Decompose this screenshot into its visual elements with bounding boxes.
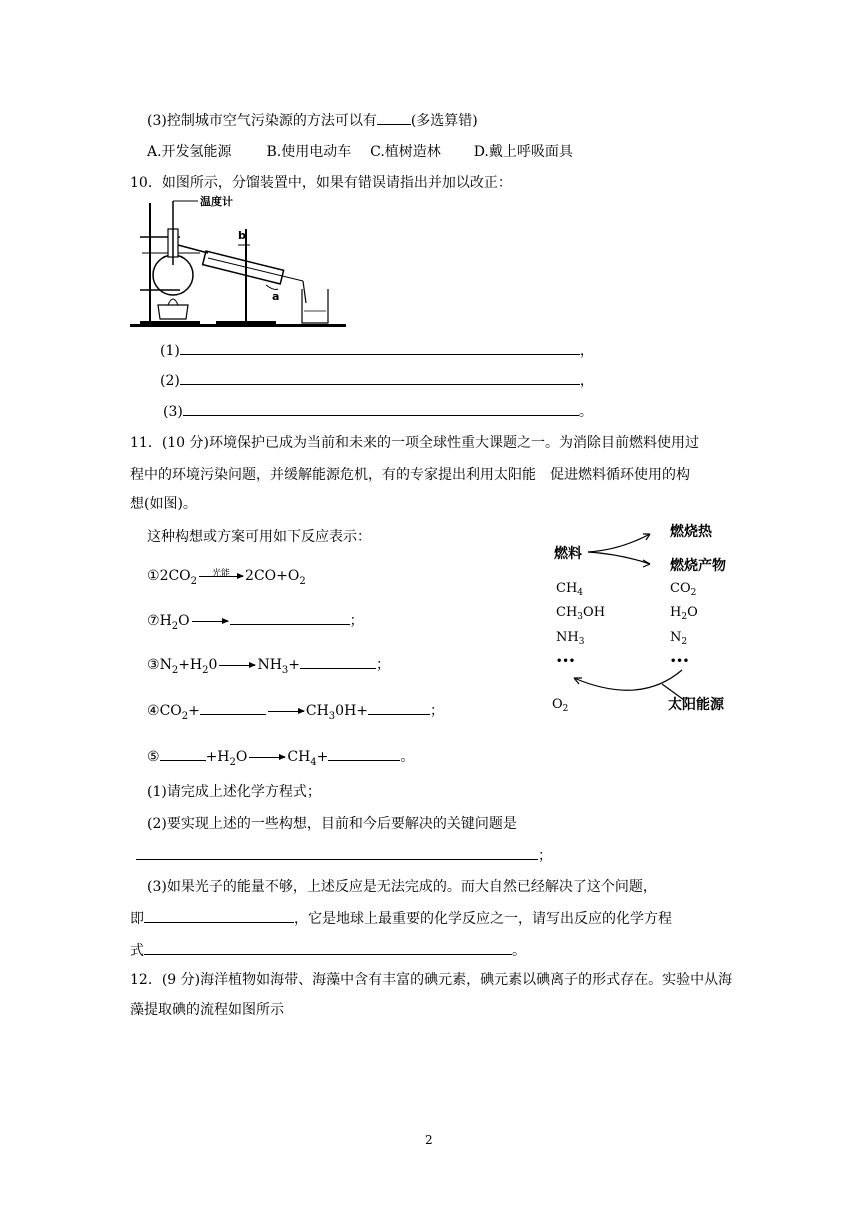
reaction-arrow: 光能: [199, 576, 243, 577]
answer-blank[interactable]: [183, 401, 579, 416]
svg-text:H2O: $H_2O$: [670, 605, 698, 622]
fuel-nh3: NH: [556, 630, 579, 645]
fuel-ch3oh: CH: [556, 605, 578, 620]
q11-intro: 这种构想或方案可用如下反应表示：: [147, 529, 371, 545]
q11-sub3-line1: (3)如果光子的能量不够，上述反应是无法完成的。而大自然已经解决了这个问题，: [147, 879, 657, 895]
svg-text:O2: $O_2$: [552, 697, 569, 714]
fuel-cycle-diagram: [550, 520, 740, 720]
reaction-arrow: [192, 621, 228, 622]
option-d: D.戴上呼吸面具: [473, 144, 573, 160]
reaction-2: $⑦H_2O$ ；: [147, 610, 364, 637]
reaction-4: $④CO_2+ CH_30H+$ ；: [147, 700, 444, 727]
svg-text:CH3OH: $CH_3OH$: [556, 605, 606, 622]
q10-answer-3: (3) 。: [163, 401, 593, 422]
diagram-heat: 燃烧热: [670, 524, 712, 540]
diagram-products: 燃烧产物: [670, 558, 726, 574]
q12-line1: 12．(9 分)海洋植物如海带、海藻中含有丰富的碘元素，碘元素以碘离子的形式存在。实验中从海: [130, 972, 733, 988]
label-a: a: [272, 290, 280, 303]
q9-options: [147, 142, 573, 162]
answer-blank[interactable]: [200, 700, 266, 715]
diagram-solar: 太阳能源: [668, 697, 724, 713]
reaction-3: $③N_2+H_20$ $NH_3+$ ；: [147, 654, 390, 681]
q11-sub1: (1)请完成上述化学方程式；: [147, 784, 321, 800]
product-h2o: H: [670, 605, 682, 620]
product-co2: CO: [670, 581, 691, 596]
svg-text:CO2: $CO_2$: [670, 581, 697, 598]
thermometer-label: 温度计: [200, 195, 233, 208]
q11-sub2: (2)要实现上述的一些构想，目前和今后要解决的关键问题是: [147, 816, 517, 832]
q11-sub3-line2: 即 ，它是地球上最重要的化学反应之一，请写出反应的化学方程: [130, 908, 672, 929]
q11-sub3-line3: 式 。: [130, 940, 526, 961]
answer-blank[interactable]: [180, 370, 580, 385]
reaction-5: ⑤ $+H_2O$ $CH_4+$ 。: [147, 746, 414, 773]
fuel-dots: •••: [556, 656, 576, 667]
reaction-1: $①2CO_2$ 光能 $2CO+O_2$: [147, 568, 306, 587]
q11-stem-line1: 11．(10 分)环境保护已成为当前和未来的一项全球性重大课题之一。为消除目前燃料使用过: [130, 435, 700, 451]
distillation-apparatus-figure: [128, 193, 350, 333]
answer-blank[interactable]: [144, 940, 512, 955]
svg-text:NH3: $NH_3$: [556, 630, 585, 647]
option-b: B.使用电动车: [266, 144, 352, 160]
answer-blank[interactable]: [300, 654, 376, 669]
option-a: A.开发氢能源: [147, 144, 232, 160]
q11-stem-line2: 程中的环境污染问题，并缓解能源危机，有的专家提出利用太阳能 促进燃料循环使用的构: [130, 467, 690, 483]
svg-text:CH4: $CH_4$: [556, 581, 584, 598]
q10-stem: 10．如图所示，分馏装置中，如果有错误请指出并加以改正：: [130, 175, 512, 191]
page-number: 2: [425, 1133, 433, 1147]
q11-sub2-answer: ；: [136, 845, 552, 866]
fuel-ch4: CH: [556, 581, 578, 596]
answer-blank[interactable]: [144, 908, 294, 923]
diagram-o2: O: [552, 697, 563, 712]
diagram-fuel: 燃料: [554, 546, 582, 562]
reaction-arrow: [249, 757, 285, 758]
q10-answer-1: (1) ，: [160, 340, 594, 361]
reaction-arrow: [219, 665, 255, 666]
q9-item3: (3)控制城市空气污染源的方法可以有 (多选算错): [147, 110, 478, 131]
answer-blank[interactable]: [377, 110, 411, 125]
q11-stem-line3: 想(如图)。: [130, 496, 197, 512]
reaction-arrow: [268, 711, 304, 712]
label-b: b: [238, 229, 246, 242]
answer-blank[interactable]: [328, 746, 400, 761]
option-c: C.植树造林: [370, 144, 441, 160]
answer-blank[interactable]: [136, 845, 538, 860]
answer-blank[interactable]: [368, 700, 430, 715]
product-dots: •••: [670, 656, 690, 667]
answer-blank[interactable]: [180, 340, 580, 355]
answer-blank[interactable]: [160, 746, 206, 761]
product-n2: N: [670, 630, 682, 645]
q10-answer-2: (2) ，: [160, 370, 594, 391]
answer-blank[interactable]: [230, 610, 350, 625]
svg-text:N2: $N_2$: [670, 630, 688, 647]
q12-line2: 藻提取碘的流程如图所示: [130, 1002, 284, 1018]
